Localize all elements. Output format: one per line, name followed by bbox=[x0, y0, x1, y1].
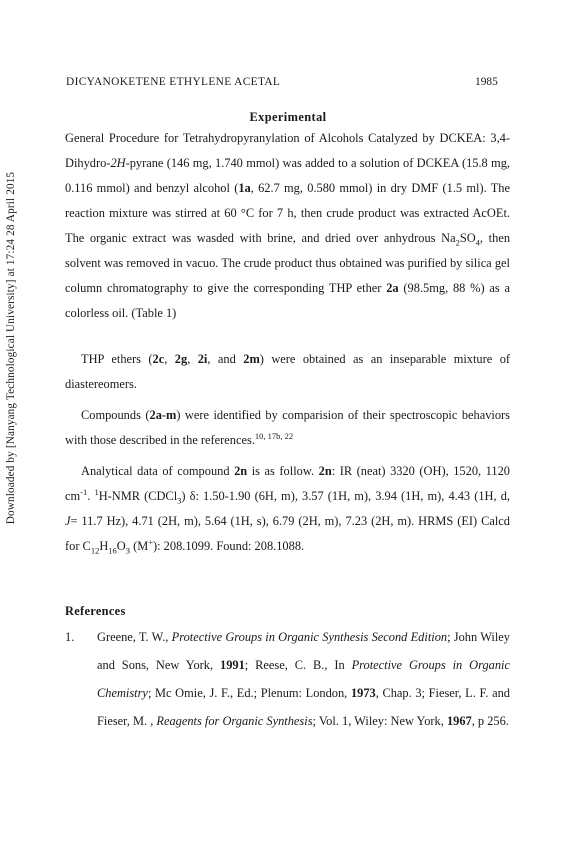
text-span: , and bbox=[207, 352, 244, 366]
paragraph-thp-ethers bbox=[65, 347, 510, 397]
italic-span: 2H bbox=[110, 156, 126, 170]
book-title: Protective Groups in Organic Synthesis Second Edition bbox=[171, 630, 448, 644]
text-span: , p 256. bbox=[471, 714, 509, 728]
text-span: , 62.7 mg, 0.580 mmol) in dry DMF (1.5 ml). The reaction mixture was stirred at 60 °C for 7 h, then crude product was extracted AcOEt. The organic extract was wasded with brine, and dried over anhydrous Na bbox=[65, 181, 511, 245]
superscript: -1 bbox=[80, 486, 88, 497]
compound-label: 2m bbox=[243, 352, 260, 366]
references-heading: References bbox=[65, 604, 126, 618]
italic-span: J bbox=[65, 514, 71, 528]
text-span: SO bbox=[459, 231, 476, 245]
subscript: 16 bbox=[108, 545, 117, 556]
running-title: DICYANOKETENE ETHYLENE ACETAL bbox=[66, 76, 281, 88]
paragraph-compounds-identified bbox=[65, 403, 510, 453]
text-span: , bbox=[164, 352, 175, 366]
text-span: : IR (neat) 3320 (OH), 1520, 1120 cm bbox=[65, 464, 510, 503]
text-span: ) δ: 1.50-1.90 (6H, m), 3.57 (1H, m), 3.94 (1H, m), 4.43 (1H, d, bbox=[181, 489, 510, 503]
year: 1967 bbox=[446, 714, 472, 728]
reference-number: 1. bbox=[65, 630, 75, 644]
subscript: 2 bbox=[455, 237, 460, 248]
compound-label: 2a-m bbox=[149, 408, 177, 422]
subscript: 3 bbox=[177, 495, 182, 506]
compound-label: 2a bbox=[386, 281, 399, 295]
section-heading-experimental: Experimental bbox=[249, 110, 327, 124]
book-title: Reagents for Organic Synthesis bbox=[156, 714, 313, 728]
compound-label: 2n bbox=[318, 464, 332, 478]
text-span: (M bbox=[129, 539, 149, 553]
page-number: 1985 bbox=[475, 76, 498, 88]
text-span: ; Reese, C. B., In bbox=[244, 658, 352, 672]
text-span: , Chap. 3; Fieser, L. F. and Fieser, M. , bbox=[97, 686, 510, 728]
text-span: = 11.7 Hz), 4.71 (2H, m), 5.64 (1H, s), 6.79 (2H, m), 7.23 (2H, m). HRMS (EI) Calcd for C bbox=[65, 514, 510, 553]
paragraph-analytical-data bbox=[65, 459, 510, 559]
text-span: Compounds ( bbox=[81, 408, 150, 422]
text-span: -pyrane (146 mg, 1.740 mmol) was added to a solution of DCKEA (15.8 mg, 0.116 mmol) and benzyl alcohol ( bbox=[65, 156, 510, 195]
subscript: 3 bbox=[125, 545, 130, 556]
compound-label: 2c bbox=[152, 352, 165, 366]
text-span: . bbox=[87, 489, 95, 503]
text-span: , bbox=[187, 352, 198, 366]
text-span: , then solvent was removed in vacuo. The crude product thus obtained was purified by silica gel column chromatography to give the corresponding THP ether bbox=[65, 231, 511, 295]
text-span: THP ethers ( bbox=[81, 352, 153, 366]
text-span: H-NMR (CDCl bbox=[98, 489, 178, 503]
citation-superscript: 10, 17b, 22 bbox=[254, 430, 294, 441]
text-span: H bbox=[99, 539, 109, 553]
superscript: + bbox=[148, 536, 154, 547]
text-span: ; Vol. 1, Wiley: New York, bbox=[312, 714, 447, 728]
book-title: Protective Groups in Organic Chemistry bbox=[97, 658, 510, 700]
year: 1991 bbox=[220, 658, 245, 672]
reference-entry bbox=[97, 623, 510, 735]
superscript: 1 bbox=[94, 486, 99, 497]
subscript: 12 bbox=[90, 545, 100, 556]
text-span: ) were obtained as an inseparable mixture of diastereomers. bbox=[65, 352, 511, 391]
text-span: is as follow. bbox=[247, 464, 319, 478]
compound-label: 2n bbox=[234, 464, 248, 478]
subscript: 4 bbox=[475, 237, 480, 248]
text-span: ): 208.1099. Found: 208.1088. bbox=[153, 539, 305, 553]
download-watermark-text: Downloaded by [Nanyang Technological University] at 17:24 28 April 2015 bbox=[5, 171, 17, 525]
year: 1973 bbox=[350, 686, 376, 700]
compound-label: 1a bbox=[238, 181, 251, 195]
text-span: ; John Wiley and Sons, New York, bbox=[97, 630, 510, 672]
paragraph-general-procedure bbox=[65, 126, 510, 326]
compound-label: 2g bbox=[174, 352, 188, 366]
text-span: (98.5mg, 88 %) as a colorless oil. (Table 1) bbox=[65, 281, 511, 320]
text-span: ) were identified by comparision of their spectroscopic behaviors with those described in the references. bbox=[65, 408, 510, 447]
text-span: Greene, T. W., bbox=[97, 630, 172, 644]
text-span: Analytical data of compound bbox=[81, 464, 235, 478]
download-watermark bbox=[4, 58, 18, 638]
text-span: ; Mc Omie, J. F., Ed.; Plenum: London, bbox=[147, 686, 351, 700]
text-span: 3,4-Dihydro- bbox=[65, 131, 510, 170]
procedure-heading: General Procedure for Tetrahydropyranylation of Alcohols Catalyzed by DCKEA: bbox=[65, 131, 486, 145]
compound-label: 2i bbox=[197, 352, 208, 366]
text-span: O bbox=[116, 539, 126, 553]
